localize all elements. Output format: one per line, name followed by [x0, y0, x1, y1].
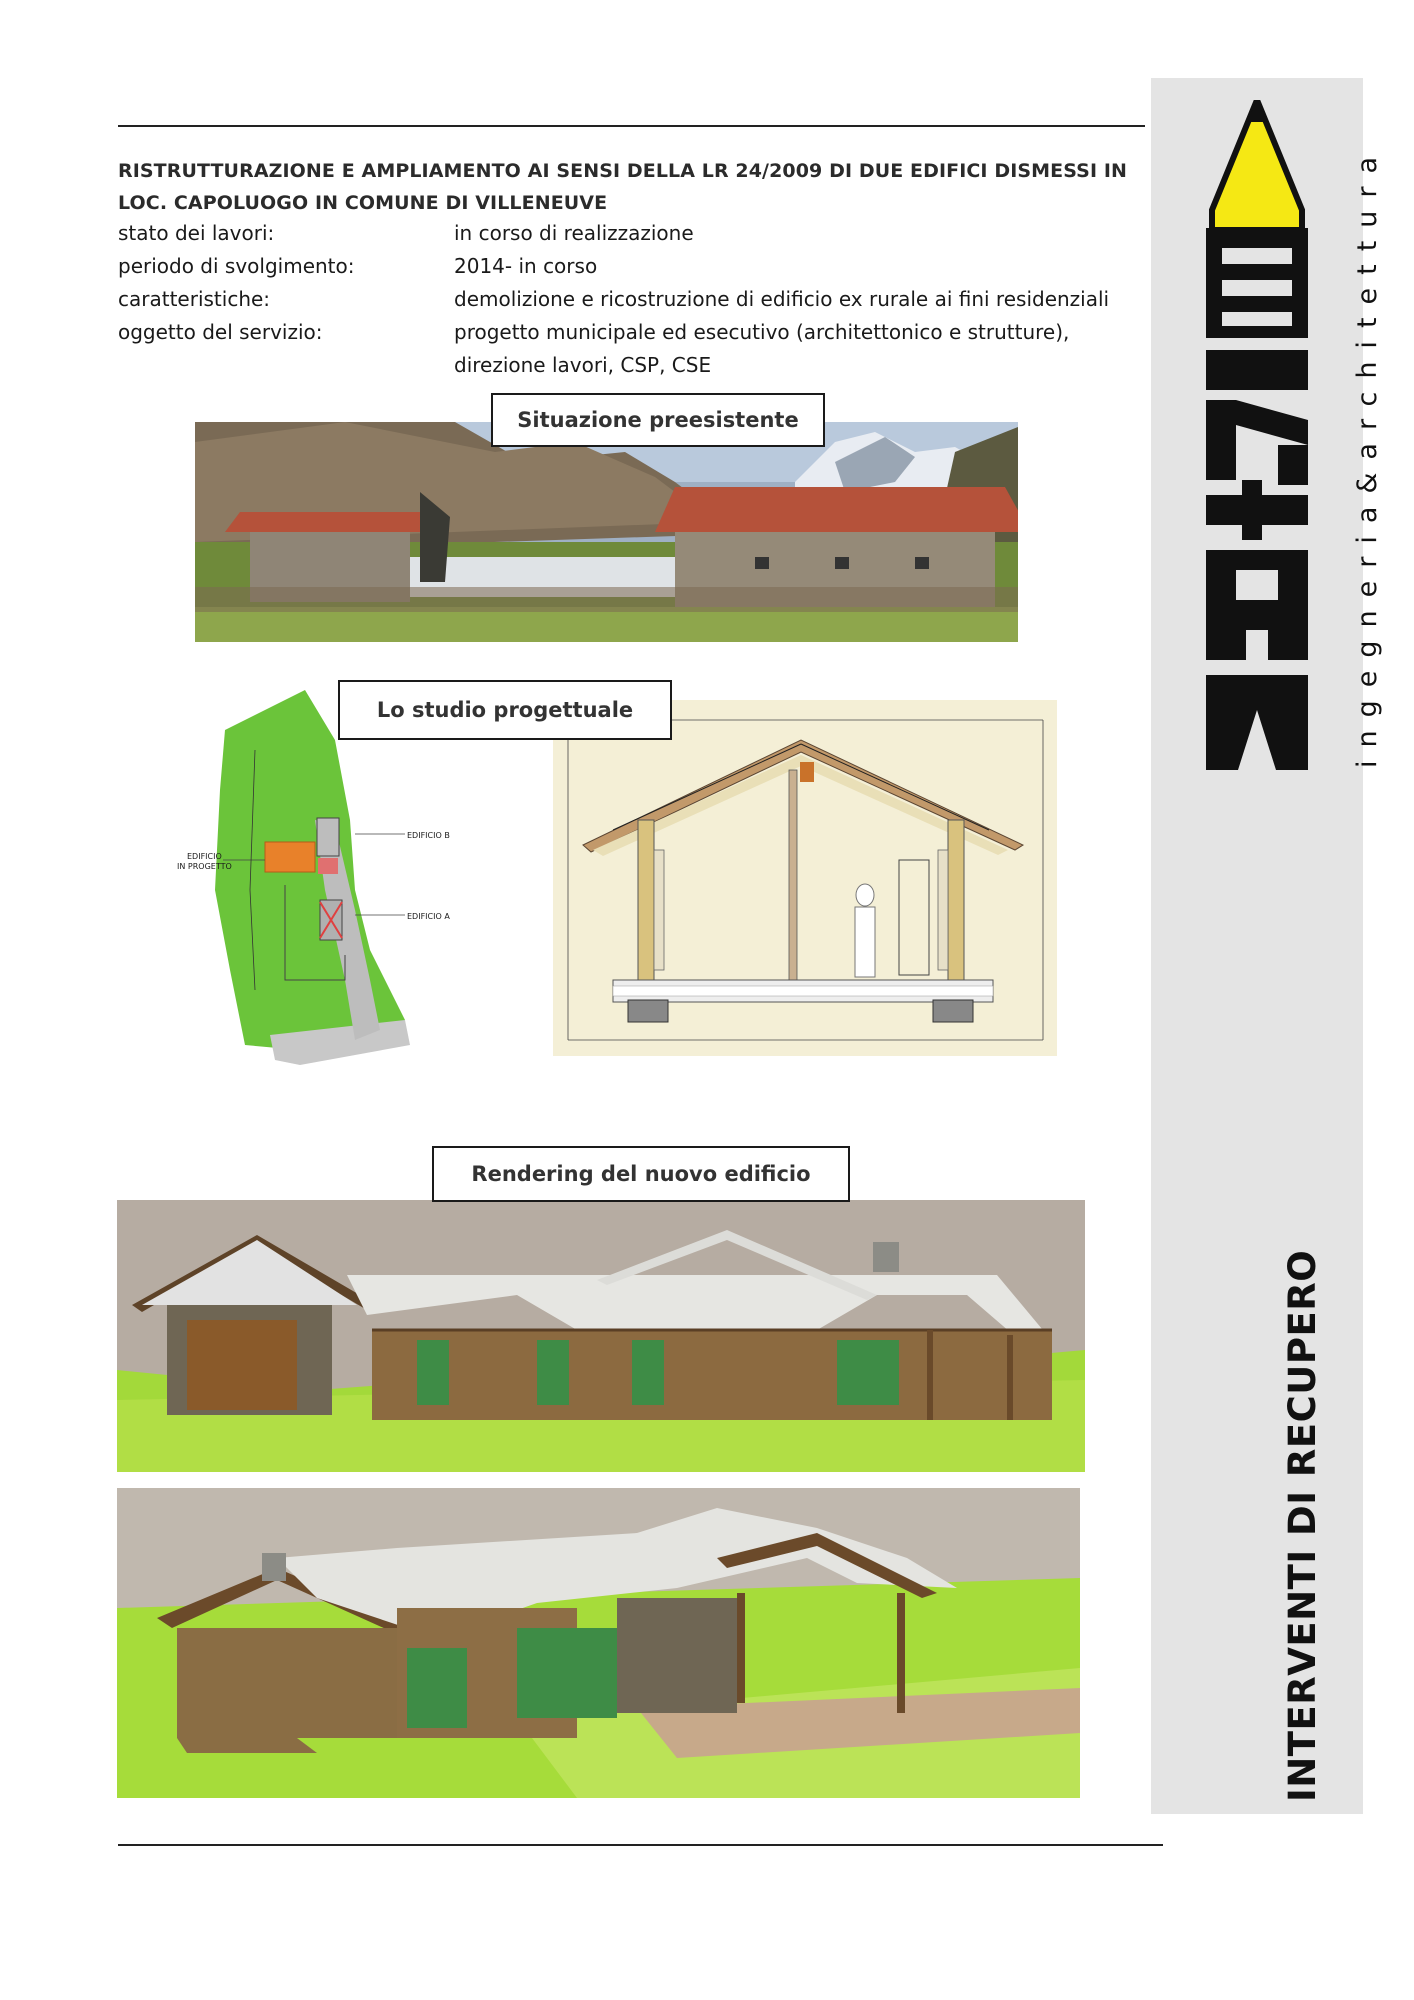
- detail-label: caratteristiche:: [118, 287, 271, 311]
- detail-label: periodo di svolgimento:: [118, 254, 355, 278]
- plan-label-project-1: EDIFICIO: [187, 852, 222, 861]
- detail-value: demolizione e ricostruzione di edificio ex rurale ai fini residenziali: [454, 287, 1110, 311]
- section-drawing: [553, 700, 1057, 1056]
- detail-row: [118, 250, 1274, 283]
- detail-value: 2014- in corso: [454, 254, 598, 278]
- caption-rendering: Rendering del nuovo edificio: [432, 1146, 850, 1202]
- company-logo: [1192, 100, 1322, 770]
- section-title: INTERVENTI DI RECUPERO: [1281, 1249, 1324, 1802]
- project-details: [118, 217, 1274, 382]
- detail-label: stato dei lavori:: [118, 221, 275, 245]
- detail-label: [118, 349, 454, 382]
- logo-subtitle: ingegneria&architettura: [1352, 143, 1383, 768]
- plan-label-project-2: IN PROGETTO: [177, 862, 232, 871]
- existing-buildings-photo: [195, 422, 1018, 642]
- detail-row: [118, 217, 1274, 250]
- detail-value: in corso di realizzazione: [454, 221, 694, 245]
- detail-row: [118, 316, 1274, 349]
- plan-label-building-b: EDIFICIO B: [407, 831, 450, 840]
- detail-value: direzione lavori, CSP, CSE: [454, 353, 712, 377]
- site-plan-drawing: [165, 690, 495, 1075]
- detail-label: oggetto del servizio:: [118, 320, 323, 344]
- bottom-rule: [118, 1844, 1163, 1846]
- rendering-rear-view: [117, 1488, 1080, 1798]
- project-title: RISTRUTTURAZIONE E AMPLIAMENTO AI SENSI DELLA LR 24/2009 DI DUE EDIFICI DISMESSI IN LOC. CAPOLUOGO IN COMUNE DI VILLENEUVE: [118, 160, 1127, 214]
- detail-row: [118, 349, 1274, 382]
- detail-value: progetto municipale ed esecutivo (architettonico e strutture),: [454, 320, 1070, 344]
- top-rule: [118, 125, 1145, 127]
- detail-row: [118, 283, 1274, 316]
- caption-design-study: Lo studio progettuale: [338, 680, 672, 740]
- plan-label-building-a: EDIFICIO A: [407, 912, 450, 921]
- rendering-front-view: [117, 1200, 1085, 1472]
- caption-existing-situation: Situazione preesistente: [491, 393, 825, 447]
